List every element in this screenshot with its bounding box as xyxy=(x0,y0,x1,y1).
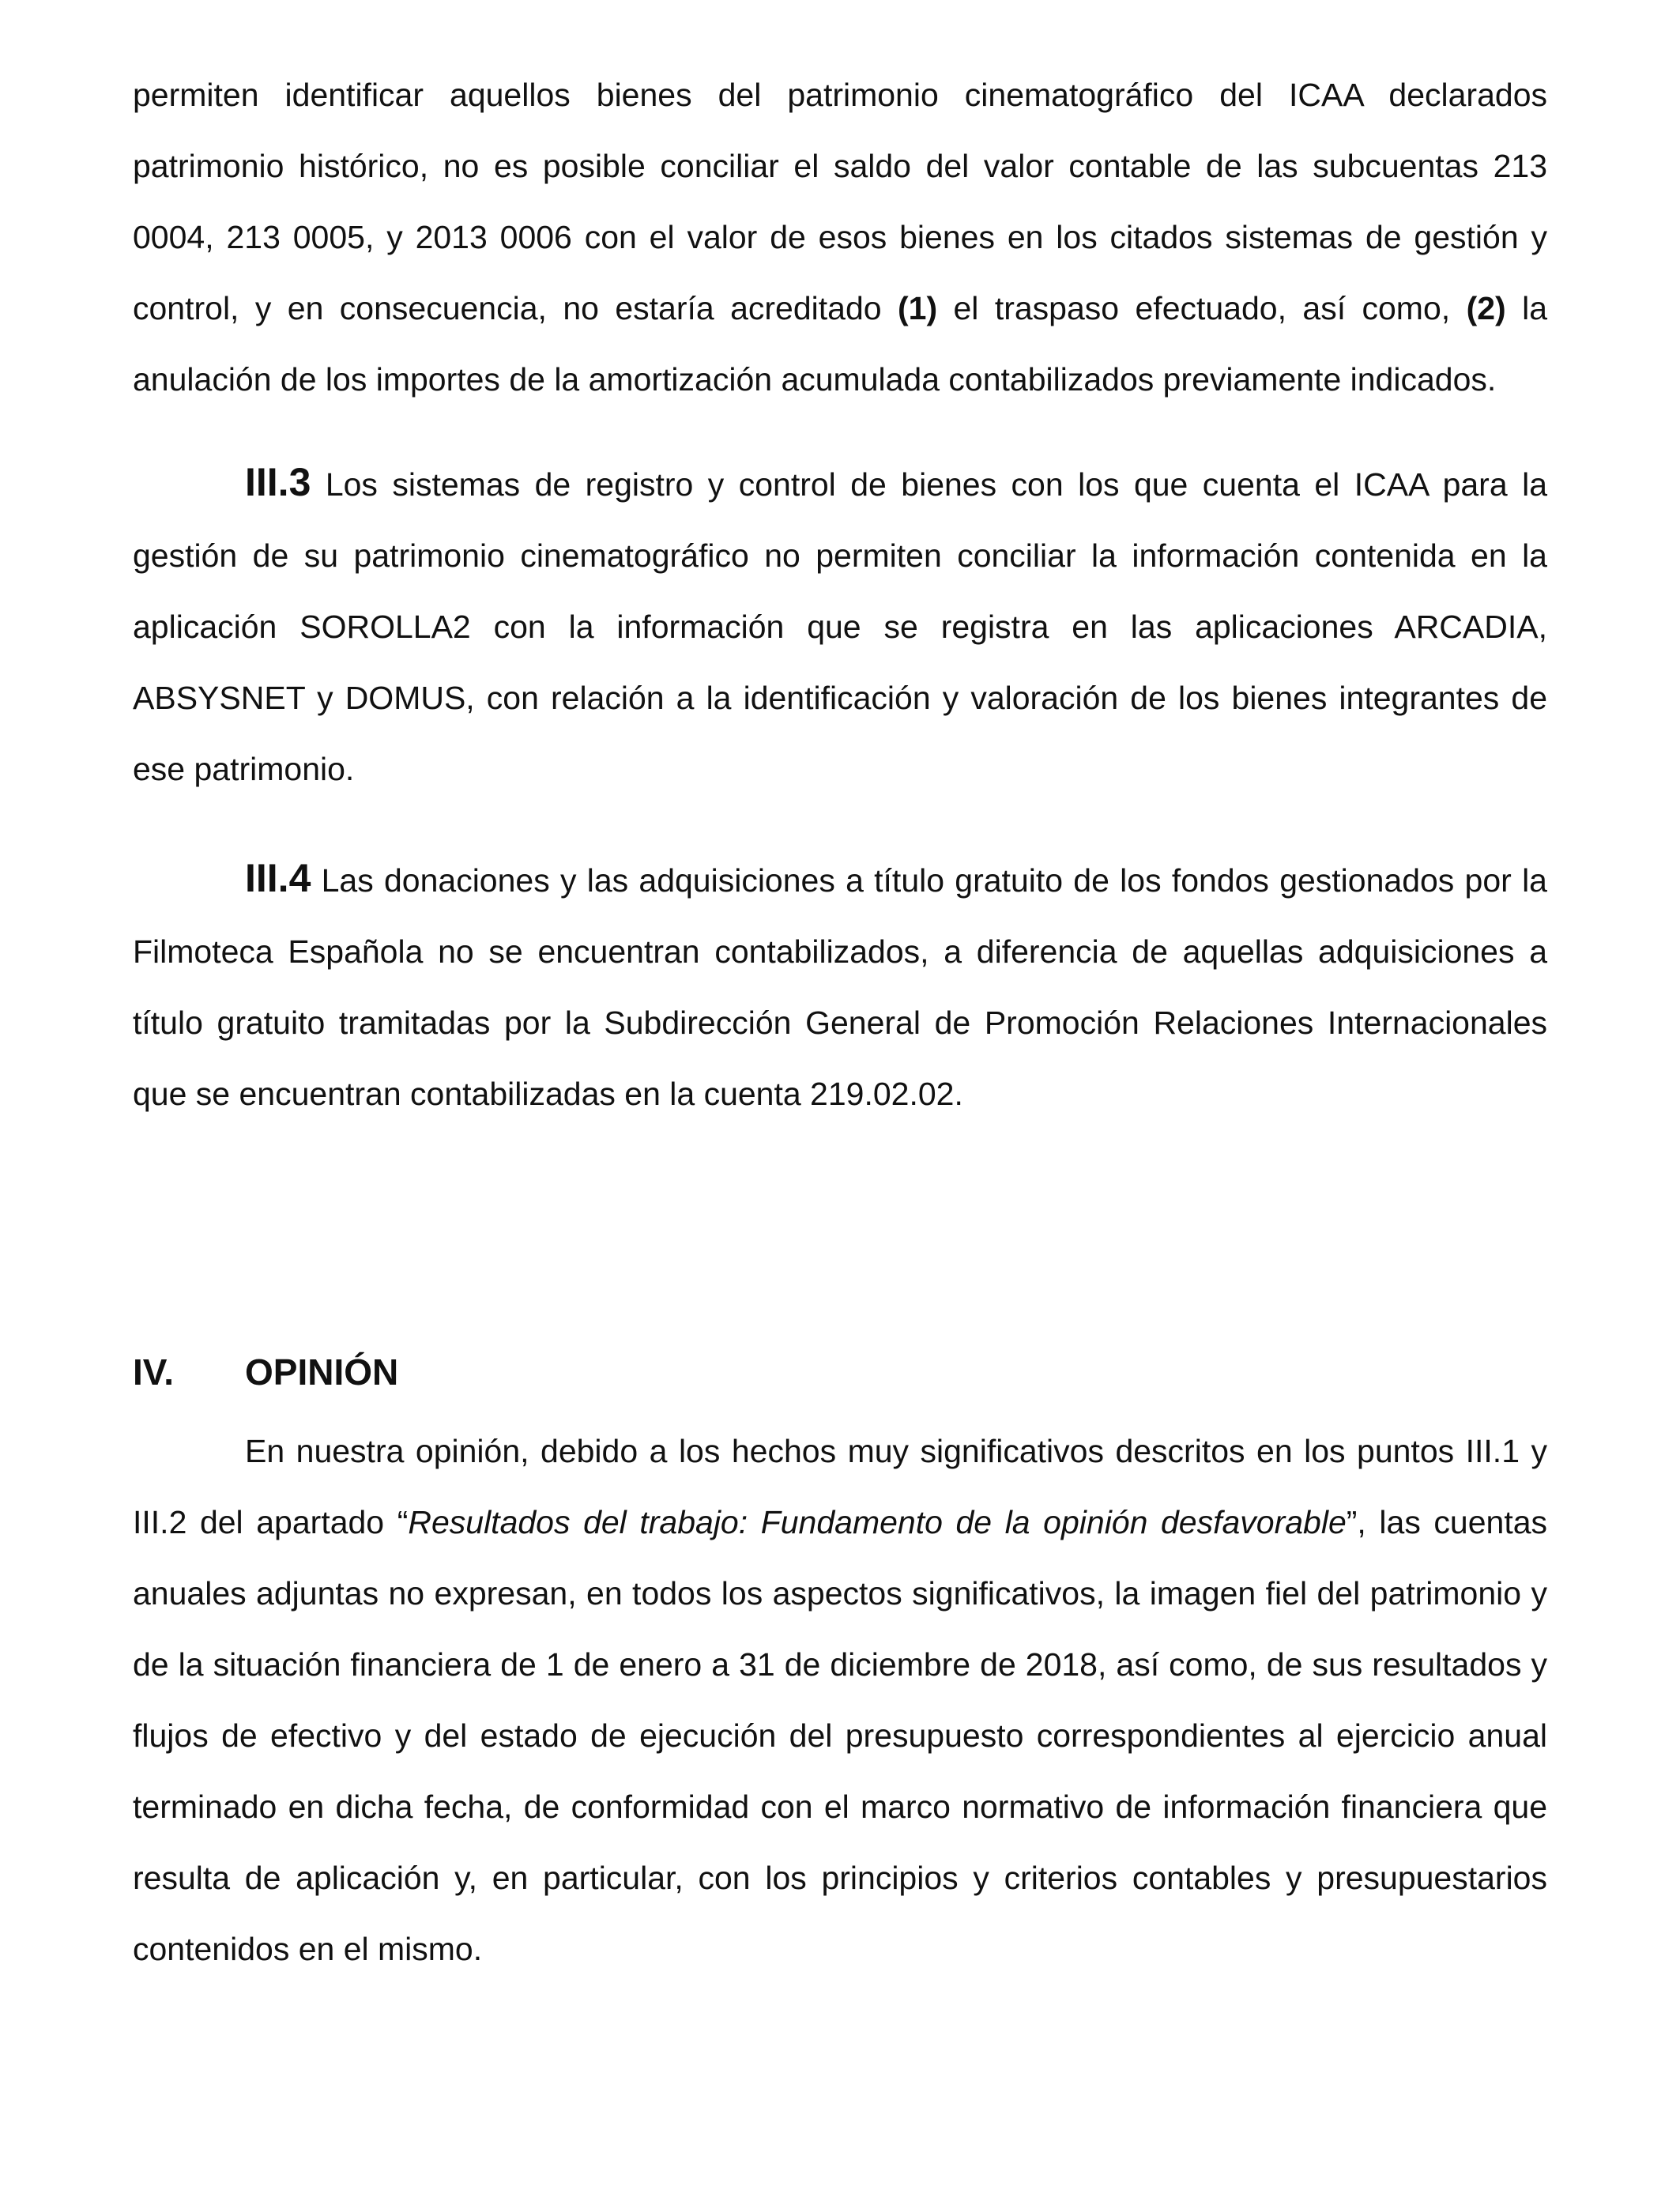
paragraph-text: permiten identificar aquellos bienes del patrimonio cinematográfico del ICAA declarados patrimonio histórico, no es posible conciliar el saldo del valor contable de las subcuentas 213 0004, 213 0005, y 2013 0006 con el valor de esos bienes en los citados sistemas de gestión y control, y en consecuencia, no estaría acreditado xyxy=(133,77,1547,326)
paragraph-text: el traspaso efectuado, así como, xyxy=(937,290,1467,326)
paragraph-iii-4 xyxy=(133,843,1547,1129)
paragraph-text: ”, las cuentas anuales adjuntas no expresan, en todos los aspectos significativos, la imagen fiel del patrimonio y de la situación financiera de 1 de enero a 31 de diciembre de 2018, así como, de sus resultados y flujos de efectivo y del estado de ejecución del presupuesto correspondientes al ejercicio anual terminado en dicha fecha, de conformidad con el marco normativo de información financiera que resulta de aplicación y, en particular, con los principios y criterios contables y presupuestarios contenidos en el mismo. xyxy=(133,1504,1548,1967)
section-number: III.3 xyxy=(245,460,311,504)
heading-number: IV. xyxy=(133,1351,175,1393)
paragraph-text: Las donaciones y las adquisiciones a título gratuito de los fondos gestionados por la Filmoteca Española no se encuentran contabilizados, a diferencia de aquellas adquisiciones a título gratuito tramitadas por la Subdirección General de Promoción Relaciones Internacionales que se encuentran contabilizadas en la cuenta 219.02.02. xyxy=(133,862,1547,1112)
list-marker: (2) xyxy=(1466,290,1506,326)
paragraph-text: la anulación de los importes de la amortización acumulada contabilizados previamente indicados. xyxy=(133,290,1547,398)
paragraph-text: Los sistemas de registro y control de bienes con los que cuenta el ICAA para la gestión de su patrimonio cinematográfico no permiten conciliar la información contenida en la aplicación SOROLLA2 con la información que se registra en las aplicaciones ARCADIA, ABSYSNET y DOMUS, con relación a la identificación y valoración de los bienes integrantes de ese patrimonio. xyxy=(133,466,1547,787)
heading-title: OPINIÓN xyxy=(245,1351,399,1393)
paragraph-iii-3 xyxy=(133,447,1547,805)
paragraph-continuation xyxy=(133,59,1547,415)
paragraph-opinion xyxy=(133,1416,1547,1985)
document-page xyxy=(133,59,1547,1985)
section-number: III.4 xyxy=(245,856,311,900)
paragraph-text: En nuestra opinión, debido a los hechos muy significativos descritos en los puntos III.1 y III.2 del apartado “ xyxy=(133,1433,1547,1540)
list-marker: (1) xyxy=(897,290,938,326)
section-heading xyxy=(133,1336,1547,1408)
italic-citation: Resultados del trabajo: Fundamento de la opinión desfavorable xyxy=(408,1504,1347,1540)
